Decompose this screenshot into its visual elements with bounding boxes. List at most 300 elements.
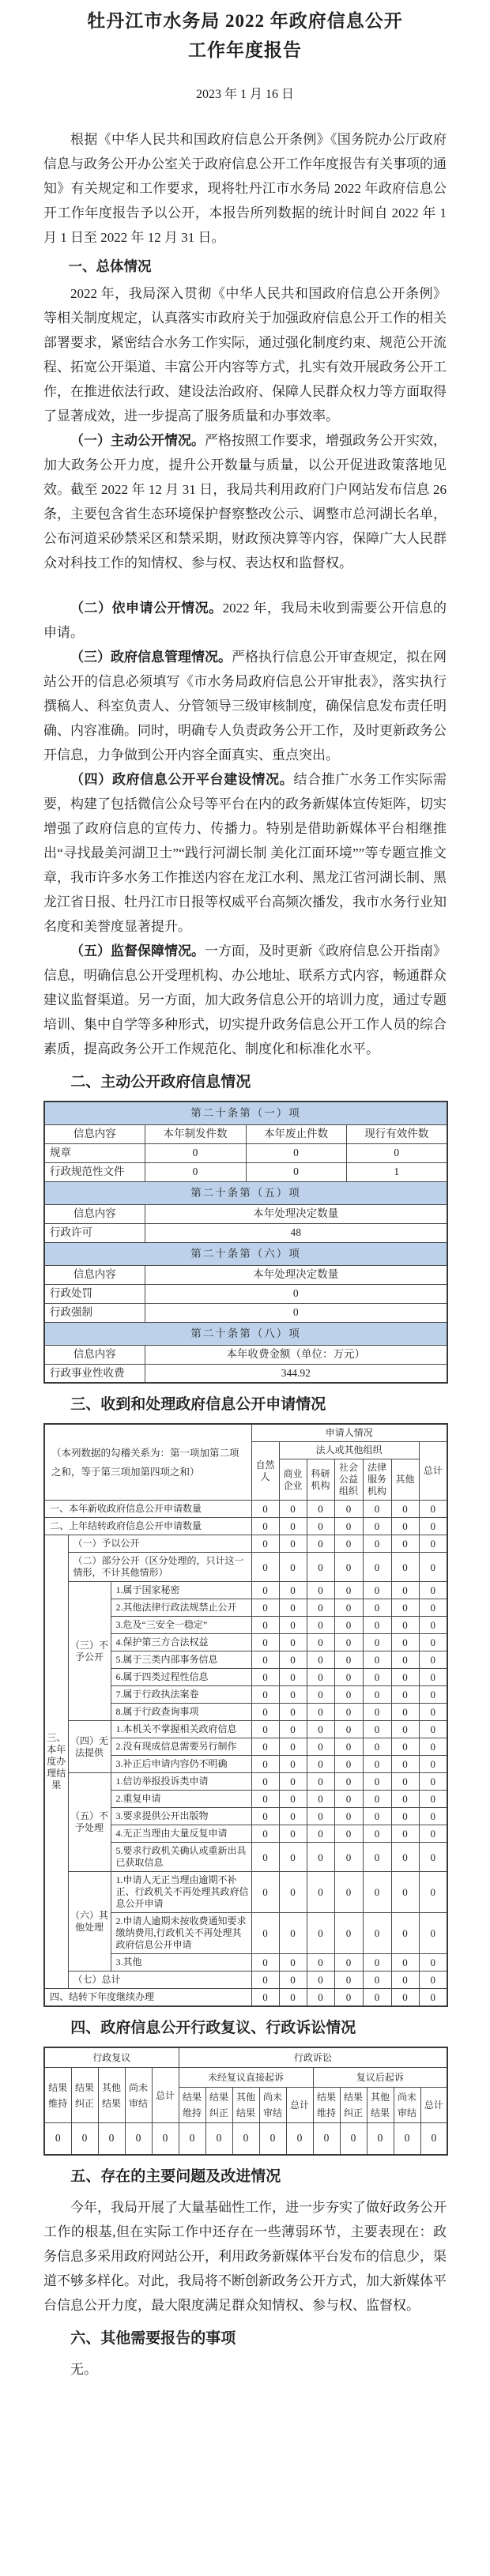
label-cell: 3.补正后申请内容仍不明确 <box>111 1756 251 1773</box>
value-cell: 0 <box>307 1756 334 1773</box>
section-heading-3: 三、收到和处理政府信息公开申请情况 <box>70 1396 326 1413</box>
value-cell: 0 <box>307 1721 334 1738</box>
table-row <box>44 1553 447 1582</box>
value-cell: 0 <box>334 1989 363 2007</box>
table-row <box>44 1872 447 1913</box>
header-cell: 申请人情况 <box>251 1424 447 1442</box>
value-cell: 0 <box>334 1501 363 1518</box>
value-cell: 0 <box>307 1773 334 1791</box>
note-cell: （本列数据的勾稽关系为：第一项加第二项之和，等于第三项加第四项之和） <box>44 1424 251 1501</box>
header-cell: 本年收费金额（单位：万元） <box>145 1345 447 1364</box>
label-cell: 行政事业性收费 <box>44 1364 145 1383</box>
value-cell: 0 <box>307 1634 334 1651</box>
value-cell: 0 <box>279 1972 307 1989</box>
value-cell: 0 <box>246 1162 346 1181</box>
value-cell: 0 <box>419 1721 447 1738</box>
label-cell: 2.没有现成信息需要另行制作 <box>111 1738 251 1756</box>
table-section-header-row <box>44 1181 447 1204</box>
value-cell: 0 <box>307 1686 334 1704</box>
table-section-header-row <box>44 1322 447 1345</box>
label-cell: 1.属于国家秘密 <box>111 1582 251 1599</box>
value-cell: 0 <box>279 1872 307 1913</box>
table-header-row <box>44 1265 447 1284</box>
value-cell: 0 <box>279 1553 307 1582</box>
label-cell: 4.无正当理由大量反复申请 <box>111 1825 251 1843</box>
value-cell: 0 <box>419 1972 447 1989</box>
label-cell: 2.其他法律行政法规禁止公开 <box>111 1599 251 1617</box>
label-cell: 5.属于三类内部事务信息 <box>111 1651 251 1669</box>
value-cell: 0 <box>363 1825 391 1843</box>
report-title <box>43 6 447 65</box>
value-cell: 0 <box>367 2123 394 2155</box>
table-row <box>44 1972 447 1989</box>
header-cell: 信息内容 <box>44 1345 145 1364</box>
value-cell: 0 <box>363 1535 391 1553</box>
table-row <box>44 1143 447 1162</box>
value-cell: 0 <box>391 1808 419 1825</box>
value-cell: 0 <box>419 1989 447 2007</box>
report-title-line1: 牡丹江市水务局 2022 年政府信息公开 <box>87 11 403 31</box>
value-cell: 0 <box>279 1518 307 1535</box>
value-cell: 0 <box>259 2123 286 2155</box>
value-cell: 0 <box>71 2123 98 2155</box>
value-cell: 0 <box>251 1582 279 1599</box>
label-cell: 行政强制 <box>44 1303 145 1322</box>
value-cell: 0 <box>391 1669 419 1686</box>
paragraph-item-2 <box>43 596 447 645</box>
header-cell: 信息内容 <box>44 1265 145 1284</box>
table-row <box>44 1501 447 1518</box>
value-cell: 0 <box>419 1617 447 1634</box>
header-cell: 信息内容 <box>44 1124 145 1143</box>
value-cell: 0 <box>279 1913 307 1954</box>
value-cell: 0 <box>391 1791 419 1808</box>
value-cell: 0 <box>251 1738 279 1756</box>
value-cell: 0 <box>419 1738 447 1756</box>
label-cell: 行政许可 <box>44 1223 145 1242</box>
value-cell: 0 <box>419 1843 447 1872</box>
value-cell: 0 <box>232 2123 259 2155</box>
value-cell: 0 <box>279 1756 307 1773</box>
value-cell: 0 <box>251 1972 279 1989</box>
value-cell: 0 <box>391 1704 419 1721</box>
header-cell: 结果维持 <box>179 2088 205 2123</box>
value-cell: 0 <box>391 1989 419 2007</box>
value-cell: 0 <box>391 1617 419 1634</box>
value-cell: 0 <box>334 1756 363 1773</box>
value-cell: 0 <box>251 1773 279 1791</box>
value-cell: 0 <box>251 1535 279 1553</box>
value-cell: 0 <box>279 1773 307 1791</box>
value-cell: 0 <box>419 1553 447 1582</box>
header-cell: 本年处理决定数量 <box>145 1265 447 1284</box>
section-heading-4: 四、政府信息公开行政复议、行政诉讼情况 <box>70 2020 356 2036</box>
table-row <box>44 1303 447 1322</box>
value-cell: 0 <box>251 1553 279 1582</box>
header-cell: 未经复议直接起诉 <box>179 2068 313 2088</box>
header-cell: 结果纠正 <box>205 2088 232 2123</box>
value-cell: 0 <box>307 1599 334 1617</box>
value-cell: 0 <box>391 1582 419 1599</box>
value-cell: 0 <box>307 1825 334 1843</box>
value-cell: 0 <box>419 1825 447 1843</box>
value-cell: 0 <box>363 1553 391 1582</box>
value-cell: 0 <box>251 1651 279 1669</box>
header-cell: 其他结果 <box>98 2068 125 2123</box>
header-cell: 行政复议 <box>44 2047 179 2068</box>
value-cell: 0 <box>391 1535 419 1553</box>
value-cell: 0 <box>307 1843 334 1872</box>
table-proactive-disclosure <box>43 1101 448 1384</box>
value-cell: 0 <box>363 1913 391 1954</box>
label-cell: （一）予以公开 <box>68 1535 251 1553</box>
value-cell: 0 <box>251 1825 279 1843</box>
value-cell: 0 <box>279 1721 307 1738</box>
value-cell: 0 <box>334 1773 363 1791</box>
label-cell: 1.信访举报投诉类申请 <box>111 1773 251 1791</box>
paragraph-lead: （二）依申请公开情况。 <box>70 601 223 616</box>
value-cell: 0 <box>363 1669 391 1686</box>
value-cell: 0 <box>145 1143 246 1162</box>
paragraph-text: 2022 年，我局未收到需要公开信息的申请。 <box>43 601 447 640</box>
value-cell: 0 <box>279 1843 307 1872</box>
value-cell: 0 <box>279 1704 307 1721</box>
section-heading-2: 二、主动公开政府信息情况 <box>70 1074 251 1090</box>
value-cell: 0 <box>363 1686 391 1704</box>
label-cell: 3.要求提供公开出版物 <box>111 1808 251 1825</box>
value-cell: 0 <box>44 2123 71 2155</box>
value-cell: 344.92 <box>145 1364 447 1383</box>
value-cell: 0 <box>419 1518 447 1535</box>
value-cell: 1 <box>346 1162 447 1181</box>
value-cell: 0 <box>251 1756 279 1773</box>
value-cell: 0 <box>363 1954 391 1972</box>
value-cell: 0 <box>391 1913 419 1954</box>
intro-paragraph: 根据《中华人民共和国政府信息公开条例》《国务院办公厅政府信息与政务公开办公室关于政府信息公开工作年度报告有关事项的通知》有关规定和工作要求，现将牡丹江市水务局 2022 年政府信息公开工作年度报告予以公开，本报告所列数据的统计时间自 2022 年 1 月 1 日至 2022 年 12 月 31 日。 <box>43 132 447 245</box>
label-cell: 1.申请人无正当理由逾期不补正、行政机关不再处理其政府信息公开申请 <box>111 1872 251 1913</box>
header-cell: 其他结果 <box>367 2088 394 2123</box>
value-cell: 0 <box>307 1704 334 1721</box>
value-cell: 0 <box>334 1599 363 1617</box>
label-cell: 四、结转下年度继续办理 <box>44 1989 251 2007</box>
table-row <box>44 1162 447 1181</box>
value-cell: 0 <box>307 1972 334 1989</box>
value-cell: 0 <box>419 1773 447 1791</box>
section-heading-5: 五、存在的主要问题及改进情况 <box>70 2167 281 2185</box>
label-cell: 6.属于四类过程性信息 <box>111 1669 251 1686</box>
paragraph-item-1 <box>43 428 447 575</box>
label-cell: 4.保护第三方合法权益 <box>111 1634 251 1651</box>
value-cell: 0 <box>307 1535 334 1553</box>
value-cell: 0 <box>363 1773 391 1791</box>
value-cell: 0 <box>251 1808 279 1825</box>
value-cell: 0 <box>251 1872 279 1913</box>
header-cell: 其他结果 <box>232 2088 259 2123</box>
header-cell: 总计 <box>152 2068 179 2123</box>
header-cell: 第二十条第（五）项 <box>44 1181 447 1204</box>
value-cell: 0 <box>279 1808 307 1825</box>
value-cell: 0 <box>419 1808 447 1825</box>
paragraph-item-3 <box>43 645 447 767</box>
value-cell: 0 <box>419 1599 447 1617</box>
value-cell: 0 <box>279 1535 307 1553</box>
value-cell: 0 <box>334 1738 363 1756</box>
value-cell: 0 <box>363 1599 391 1617</box>
header-cell: 结果纠正 <box>340 2088 367 2123</box>
value-cell: 0 <box>145 1284 447 1303</box>
label-cell: 7.属于行政执法案卷 <box>111 1686 251 1704</box>
value-cell: 0 <box>125 2123 152 2155</box>
value-cell: 0 <box>279 1989 307 2007</box>
header-cell: 科研机构 <box>307 1459 334 1501</box>
header-cell: 法律服务机构 <box>363 1459 391 1501</box>
table-row <box>44 1989 447 2007</box>
table-section-header-row <box>44 1102 447 1124</box>
value-cell: 0 <box>251 1634 279 1651</box>
value-cell: 0 <box>279 1634 307 1651</box>
value-cell: 0 <box>251 1843 279 1872</box>
value-cell: 0 <box>391 1756 419 1773</box>
value-cell: 0 <box>419 1501 447 1518</box>
value-cell: 0 <box>334 1617 363 1634</box>
header-cell: 复议后起诉 <box>313 2068 447 2088</box>
value-cell: 0 <box>334 1518 363 1535</box>
value-cell: 0 <box>279 1954 307 1972</box>
value-cell: 0 <box>363 1634 391 1651</box>
value-cell: 0 <box>363 1617 391 1634</box>
value-cell: 0 <box>307 1913 334 1954</box>
value-cell: 0 <box>279 1501 307 1518</box>
value-cell: 0 <box>334 1704 363 1721</box>
value-cell: 0 <box>279 1669 307 1686</box>
value-cell: 0 <box>251 1599 279 1617</box>
table-row <box>44 1535 447 1553</box>
value-cell: 0 <box>307 1954 334 1972</box>
header-cell: 社会公益组织 <box>334 1459 363 1501</box>
value-cell: 0 <box>145 1303 447 1322</box>
group-label-cell: （六）其他处理 <box>68 1872 111 1972</box>
value-cell: 0 <box>363 1808 391 1825</box>
value-cell: 0 <box>363 1501 391 1518</box>
value-cell: 0 <box>334 1553 363 1582</box>
paragraph-text: 一方面，及时更新《政府信息公开指南》信息，明确信息公开受理机构、办公地址、联系方式内容，畅通群众建议监督渠道。另一方面，加大政务信息公开的培训力度，通过专题培训、集中自学等多种形式，切实提升政务信息公开工作人员的综合素质，提高政务公开工作规范化、制度化和标准化水平。 <box>43 943 447 1056</box>
value-cell: 0 <box>391 1872 419 1913</box>
table-row <box>44 1773 447 1791</box>
value-cell: 0 <box>419 1872 447 1913</box>
value-cell: 0 <box>279 1651 307 1669</box>
paragraph-text: 结合推广水务工作实际需要，构建了包括微信公众号等平台在内的政务新媒体宣传矩阵，切实增强了政府信息的宣传力、传播力。特别是借助新媒体平台相继推出“寻找最美河湖卫士”“践行河湖长制 美化江面环境””等专题宣推文章，我市许多水务工作推送内容在龙江水利、黑龙江省河湖长制、黑龙江省日报、牡丹江市日报等权威平台高频次播发，我市水务行业知名度和美誉度显著提升。 <box>43 772 447 934</box>
value-cell: 0 <box>251 1913 279 1954</box>
value-cell: 48 <box>145 1223 447 1242</box>
header-cell: 现行有效件数 <box>346 1124 447 1143</box>
table-review-litigation <box>43 2047 448 2156</box>
value-cell: 0 <box>251 1954 279 1972</box>
value-cell: 0 <box>391 1954 419 1972</box>
label-cell: 3.危及“三安全一稳定” <box>111 1617 251 1634</box>
paragraph-lead: （一）主动公开情况。 <box>70 433 205 448</box>
value-cell: 0 <box>251 1791 279 1808</box>
value-cell: 0 <box>363 1582 391 1599</box>
header-cell: 结果维持 <box>44 2068 71 2123</box>
value-cell: 0 <box>334 1791 363 1808</box>
value-cell: 0 <box>251 1704 279 1721</box>
value-cell: 0 <box>334 1825 363 1843</box>
value-cell: 0 <box>419 1913 447 1954</box>
value-cell: 0 <box>419 1669 447 1686</box>
value-cell: 0 <box>334 1721 363 1738</box>
value-cell: 0 <box>419 1582 447 1599</box>
value-cell: 0 <box>307 1582 334 1599</box>
header-cell: 尚未审结 <box>394 2088 420 2123</box>
value-cell: 0 <box>363 1721 391 1738</box>
table-row <box>44 2123 447 2155</box>
value-cell: 0 <box>279 1825 307 1843</box>
value-cell: 0 <box>251 1617 279 1634</box>
header-cell: 行政诉讼 <box>179 2047 447 2068</box>
value-cell: 0 <box>246 1143 346 1162</box>
value-cell: 0 <box>391 1843 419 1872</box>
group-label-cell: （三）不予公开 <box>68 1582 111 1721</box>
value-cell: 0 <box>363 1651 391 1669</box>
value-cell: 0 <box>420 2123 447 2155</box>
table-header-row <box>44 1424 447 1442</box>
label-cell: 一、本年新收政府信息公开申请数量 <box>44 1501 251 1518</box>
value-cell: 0 <box>391 1518 419 1535</box>
value-cell: 0 <box>363 1738 391 1756</box>
value-cell: 0 <box>307 1553 334 1582</box>
label-cell: （七）总计 <box>68 1972 251 1989</box>
value-cell: 0 <box>363 1972 391 1989</box>
value-cell: 0 <box>152 2123 179 2155</box>
group-label-cell: （四）无法提供 <box>68 1721 111 1773</box>
label-cell: （二）部分公开（区分处理的，只计这一情形，不计其他情形） <box>68 1553 251 1582</box>
label-cell: 2.申请人逾期未按收费通知要求缴纳费用,行政机关不再处理其政府信息公开申请 <box>111 1913 251 1954</box>
value-cell: 0 <box>363 1872 391 1913</box>
value-cell: 0 <box>394 2123 420 2155</box>
value-cell: 0 <box>251 1669 279 1686</box>
paragraph-item-5 <box>43 939 447 1061</box>
table-section-header-row <box>44 1242 447 1265</box>
paragraph-lead: （四）政府信息公开平台建设情况。 <box>70 772 294 787</box>
value-cell: 0 <box>251 1501 279 1518</box>
header-cell: 商业企业 <box>279 1459 307 1501</box>
paragraph-other-items: 无。 <box>70 2361 97 2377</box>
value-cell: 0 <box>391 1651 419 1669</box>
table-row <box>44 1721 447 1738</box>
paragraph-text: 严格按照工作要求，增强政务公开实效，加大政务公开力度，提升公开数量与质量，以公开促进政策落地见效。截至 2022 年 12 月 31 日，我局共利用政府门户网站发布信息 26 条，主要包含省生态环境保护督察整改公示、调整市总河湖长名单，公布河道采砂禁采区和禁采期，财政预决算等内容，保障广大人民群众对科技工作的知情权、参与权、表达权和监督权。 <box>43 433 447 571</box>
label-cell: 二、上年结转政府信息公开申请数量 <box>44 1518 251 1535</box>
table-row <box>44 1364 447 1383</box>
header-cell: 自然人 <box>251 1442 279 1501</box>
group-label-cell: 三、本年度办理结果 <box>44 1535 68 1989</box>
value-cell: 0 <box>419 1686 447 1704</box>
value-cell: 0 <box>419 1634 447 1651</box>
report-date: 2023 年 1 月 16 日 <box>195 88 294 101</box>
value-cell: 0 <box>251 1721 279 1738</box>
value-cell: 0 <box>334 1582 363 1599</box>
value-cell: 0 <box>363 1518 391 1535</box>
header-cell: 其他 <box>391 1459 419 1501</box>
paragraph-text: 严格执行信息公开审查规定，拟在网站公开的信息必须填写《市水务局政府信息公开审批表》，落实执行撰稿人、科室负责人、分管领导三级审核制度，确保信息发布责任明确、内容准确。同时，明确专人负责政务公开工作，及时更新政务公开信息，力争做到公开内容全面真实、重点突出。 <box>43 650 447 763</box>
header-cell: 第二十条第（一）项 <box>44 1102 447 1124</box>
group-label-cell: （五）不予处理 <box>68 1773 111 1872</box>
header-cell: 结果维持 <box>313 2088 340 2123</box>
value-cell: 0 <box>334 1634 363 1651</box>
value-cell: 0 <box>363 1843 391 1872</box>
value-cell: 0 <box>307 1791 334 1808</box>
value-cell: 0 <box>279 1582 307 1599</box>
value-cell: 0 <box>307 1872 334 1913</box>
value-cell: 0 <box>391 1825 419 1843</box>
header-cell: 信息内容 <box>44 1204 145 1223</box>
value-cell: 0 <box>334 1669 363 1686</box>
value-cell: 0 <box>334 1872 363 1913</box>
value-cell: 0 <box>340 2123 367 2155</box>
value-cell: 0 <box>391 1738 419 1756</box>
value-cell: 0 <box>391 1972 419 1989</box>
value-cell: 0 <box>307 1669 334 1686</box>
value-cell: 0 <box>279 1599 307 1617</box>
header-cell: 本年处理决定数量 <box>145 1204 447 1223</box>
value-cell: 0 <box>363 1756 391 1773</box>
value-cell: 0 <box>307 1738 334 1756</box>
value-cell: 0 <box>419 1954 447 1972</box>
value-cell: 0 <box>179 2123 205 2155</box>
paragraph-lead: （三）政府信息管理情况。 <box>70 650 232 665</box>
table-header-row <box>44 2047 447 2068</box>
value-cell: 0 <box>334 1843 363 1872</box>
value-cell: 0 <box>419 1535 447 1553</box>
label-cell: 5.要求行政机关确认或重新出具已获取信息 <box>111 1843 251 1872</box>
value-cell: 0 <box>334 1954 363 1972</box>
value-cell: 0 <box>334 1686 363 1704</box>
header-cell: 总计 <box>419 1442 447 1501</box>
value-cell: 0 <box>279 1738 307 1756</box>
label-cell: 1.本机关不掌握相关政府信息 <box>111 1721 251 1738</box>
value-cell: 0 <box>363 1791 391 1808</box>
label-cell: 规章 <box>44 1143 145 1162</box>
value-cell: 0 <box>346 1143 447 1162</box>
value-cell: 0 <box>279 1617 307 1634</box>
paragraph-overview: 2022 年，我局深入贯彻《中华人民共和国政府信息公开条例》等相关制度规定，认真落实市政府关于加强政府信息公开工作的相关部署要求，紧密结合水务工作实际，通过强化制度约束、规范公开流程、拓宽公开渠道、丰富公开内容等方式，扎实有效开展政务公开工作，在推进依法行政、建设法治政府、保障人民群众权力等方面取得了显著成效，进一步提高了服务质量和办事效率。 <box>43 286 447 424</box>
value-cell: 0 <box>251 1989 279 2007</box>
table-header-row <box>44 1204 447 1223</box>
value-cell: 0 <box>251 1518 279 1535</box>
value-cell: 0 <box>307 1808 334 1825</box>
value-cell: 0 <box>391 1721 419 1738</box>
table-row <box>44 1582 447 1599</box>
value-cell: 0 <box>391 1553 419 1582</box>
value-cell: 0 <box>363 1989 391 2007</box>
header-cell: 第二十条第（六）项 <box>44 1242 447 1265</box>
label-cell: 行政处罚 <box>44 1284 145 1303</box>
value-cell: 0 <box>286 2123 313 2155</box>
value-cell: 0 <box>334 1972 363 1989</box>
value-cell: 0 <box>419 1651 447 1669</box>
header-cell: 总计 <box>420 2088 447 2123</box>
report-title-line2: 工作年度报告 <box>188 40 302 60</box>
header-cell: 法人或其他组织 <box>279 1442 419 1459</box>
value-cell: 0 <box>419 1704 447 1721</box>
value-cell: 0 <box>307 1518 334 1535</box>
value-cell: 0 <box>391 1599 419 1617</box>
section-heading-6: 六、其他需要报告的事项 <box>70 2329 236 2347</box>
value-cell: 0 <box>391 1686 419 1704</box>
header-cell: 本年废止件数 <box>246 1124 346 1143</box>
table-header-row <box>44 2068 447 2088</box>
value-cell: 0 <box>145 1162 246 1181</box>
label-cell: 3.其他 <box>111 1954 251 1972</box>
